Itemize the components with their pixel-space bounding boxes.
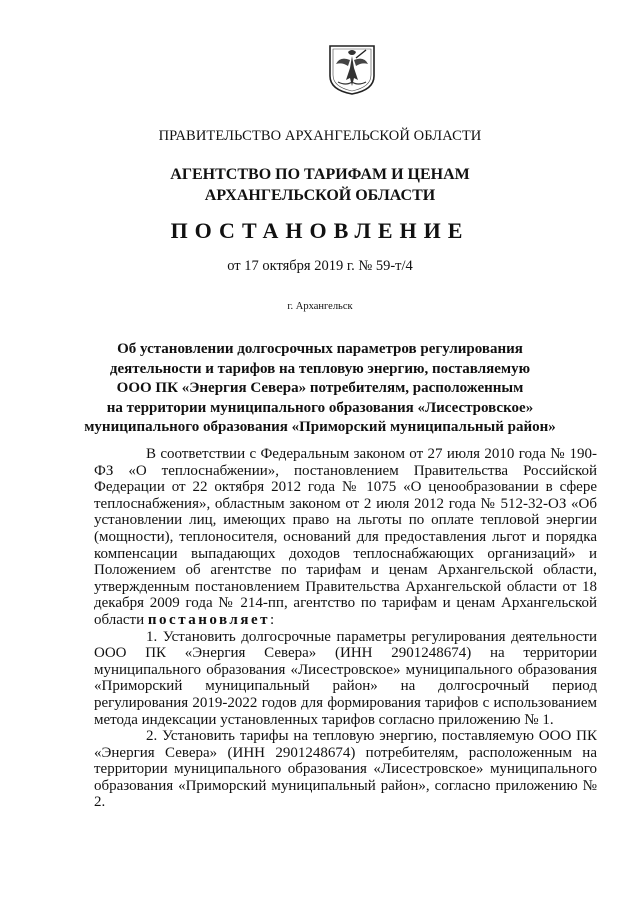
- preamble-text: В соответствии с Федеральным законом от 27 июля 2010 года № 190-ФЗ «О теплоснабжении», постановлением Правительства Российской Федерации от 22 октября 2012 года № 1075 «О ценообразовании в сфере теплоснабжения», областным законом от 2 июля 2012 года № 512-32-ОЗ «Об установлении лиц, имеющих право на льготы по оплате тепловой энергии (мощности), теплоносителя, оснований для предоставления льгот и порядка компенсации выпадающих доходов теплоснабжающих организаций» и Положением об агентстве по тарифам и ценам Архангельской области, утвержденным постановлением Правительства Архангельской области от 18 декабря 2009 года № 214-пп, агентство по тарифам и ценам Архангельской области: [94, 446, 597, 628]
- item-1-paragraph: 1. Установить долгосрочные параметры регулирования деятельности ООО ПК «Энергия Севера» (ИНН 2901248674) на территории муниципального образования «Лисестровское» муниципального образования «Приморский муниципальный район» на долгосрочный период регулирования 2019-2022 годов для формирования тарифов с использованием метода индексации установленных тарифов согласно приложению № 1.: [94, 628, 597, 728]
- document-body: [94, 446, 597, 811]
- preamble-paragraph: В соответствии с Федеральным законом от 27 июля 2010 года № 190-ФЗ «О теплоснабжении», постановлением Правительства Российской Федерации от 22 октября 2012 года № 1075 «О ценообразовании в сфере теплоснабжения», областным законом от 2 июля 2012 года № 512-32-ОЗ «Об установлении лиц, имеющих право на льготы по оплате тепловой энергии (мощности), теплоносителя, оснований для предоставления льгот и порядка компенсации выпадающих доходов теплоснабжающих организаций» и Положением об агентстве по тарифам и ценам Архангельской области, утвержденным постановлением Правительства Архангельской области от 18 декабря 2009 года № 214-пп, агентство по тарифам и ценам Архангельской области постановляет:: [94, 446, 597, 628]
- agency-name-line: АГЕНТСТВО ПО ТАРИФАМ И ЦЕНАМ: [170, 166, 470, 183]
- date-and-number: от 17 октября 2019 г. № 59-т/4: [227, 258, 413, 274]
- title-line: на территории муниципального образования «Лисестровское»: [106, 399, 534, 416]
- document-type: ПОСТАНОВЛЕНИЕ: [170, 218, 470, 243]
- city: г. Архангельск: [287, 301, 353, 312]
- title-line: муниципального образования «Приморский муниципальный район»: [84, 419, 556, 435]
- coat-of-arms-icon: [326, 42, 378, 96]
- title-line: ООО ПК «Энергия Севера» потребителям, расположенным: [116, 380, 524, 396]
- title-line: деятельности и тарифов на тепловую энергию, поставляемую: [109, 360, 531, 377]
- item-2-paragraph: 2. Установить тарифы на тепловую энергию, поставляемую ООО ПК «Энергия Севера» (ИНН 2901248674) потребителям, расположенным на территории муниципального образования «Лисестровское» муниципального образования «Приморский муниципальный район», согласно приложению № 2.: [94, 728, 597, 811]
- resolves-word: постановляет: [147, 611, 270, 628]
- government-name: ПРАВИТЕЛЬСТВО АРХАНГЕЛЬСКОЙ ОБЛАСТИ: [158, 128, 482, 144]
- agency-name: [0, 164, 640, 206]
- title-line: Об установлении долгосрочных параметров регулирования: [117, 341, 523, 357]
- agency-name-line: АРХАНГЕЛЬСКОЙ ОБЛАСТИ: [204, 187, 436, 204]
- document-title: [0, 340, 640, 438]
